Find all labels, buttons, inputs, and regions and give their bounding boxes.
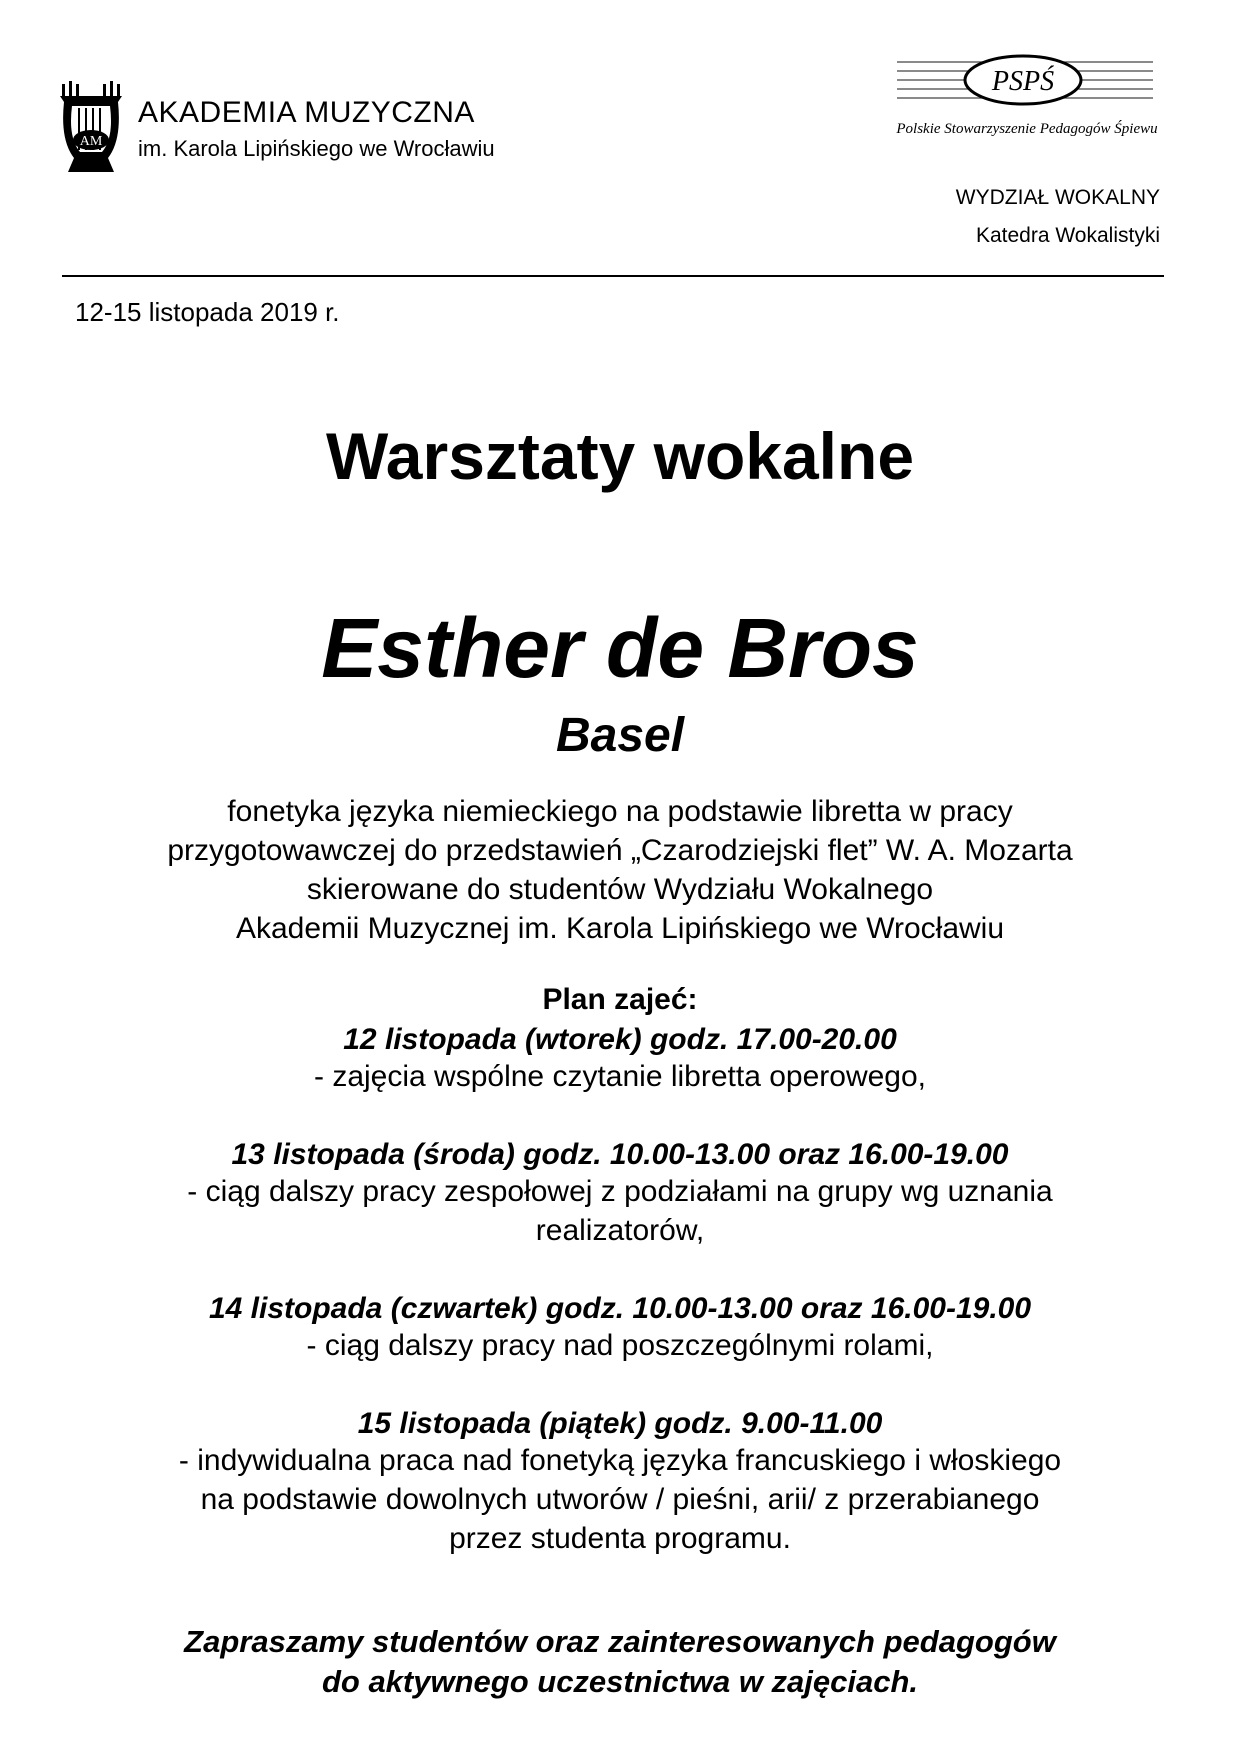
session-2 — [0, 1138, 1240, 1250]
faculty-name: WYDZIAŁ WOKALNY — [955, 186, 1160, 209]
psps-caption: Polskie Stowarzyszenie Pedagogów Śpiewu — [896, 121, 1158, 137]
academy-subtitle: im. Karola Lipińskiego we Wrocławiu — [138, 136, 495, 161]
session-description: przez studenta programu. — [449, 1522, 791, 1555]
academy-name: AKADEMIA MUZYCZNA — [138, 96, 475, 129]
description-line: Akademii Muzycznej im. Karola Lipińskiego we Wrocławiu — [235, 912, 1005, 945]
session-date: 13 listopada (środa) godz. 10.00-13.00 oraz 16.00-19.00 — [231, 1138, 1009, 1171]
presenter-city: Basel — [555, 709, 685, 762]
session-date: 12 listopada (wtorek) godz. 17.00-20.00 — [343, 1023, 897, 1056]
page-title: Warsztaty wokalne — [325, 419, 915, 493]
department-name: Katedra Wokalistyki — [975, 224, 1160, 247]
session-date: 15 listopada (piątek) godz. 9.00-11.00 — [357, 1407, 883, 1440]
closing-line: Zapraszamy studentów oraz zainteresowanych pedagogów — [184, 1624, 1056, 1659]
logo-left-letters: AM — [79, 134, 103, 149]
session-date: 14 listopada (czwartek) godz. 10.00-13.00 oraz 16.00-19.00 — [208, 1292, 1032, 1325]
session-4 — [0, 1407, 1240, 1558]
session-description: - zajęcia wspólne czytanie libretta operowego, — [314, 1060, 926, 1093]
header-divider — [62, 275, 1164, 277]
description-line: przygotowawczej do przedstawień „Czarodziejski flet” W. A. Mozarta — [167, 834, 1073, 867]
session-3 — [0, 1292, 1240, 1365]
plan-title: Plan zajeć: — [542, 983, 698, 1016]
session-description: realizatorów, — [535, 1214, 705, 1247]
psps-logo-letters: PSPŚ — [991, 66, 1055, 97]
session-1 — [0, 1023, 1240, 1096]
closing-invitation — [0, 1622, 1240, 1702]
session-description: - ciąg dalszy pracy nad poszczególnymi rolami, — [306, 1329, 934, 1362]
closing-line: do aktywnego uczestnictwa w zajęciach. — [321, 1664, 919, 1699]
description-line: skierowane do studentów Wydziału Wokalnego — [306, 873, 934, 906]
event-dates: 12-15 listopada 2019 r. — [75, 297, 340, 327]
workshop-description — [0, 792, 1240, 948]
session-description: na podstawie dowolnych utworów / pieśni, arii/ z przerabianego — [200, 1483, 1040, 1516]
session-description: - indywidualna praca nad fonetyką języka francuskiego i włoskiego — [178, 1444, 1062, 1477]
session-description: - ciąg dalszy pracy zespołowej z podziałami na grupy wg uznania — [187, 1175, 1053, 1208]
description-line: fonetyka języka niemieckiego na podstawie libretta w pracy — [227, 795, 1013, 828]
presenter-name: Esther de Bros — [321, 601, 919, 695]
lyre-logo-icon — [56, 80, 126, 174]
psps-logo-icon — [895, 50, 1155, 110]
